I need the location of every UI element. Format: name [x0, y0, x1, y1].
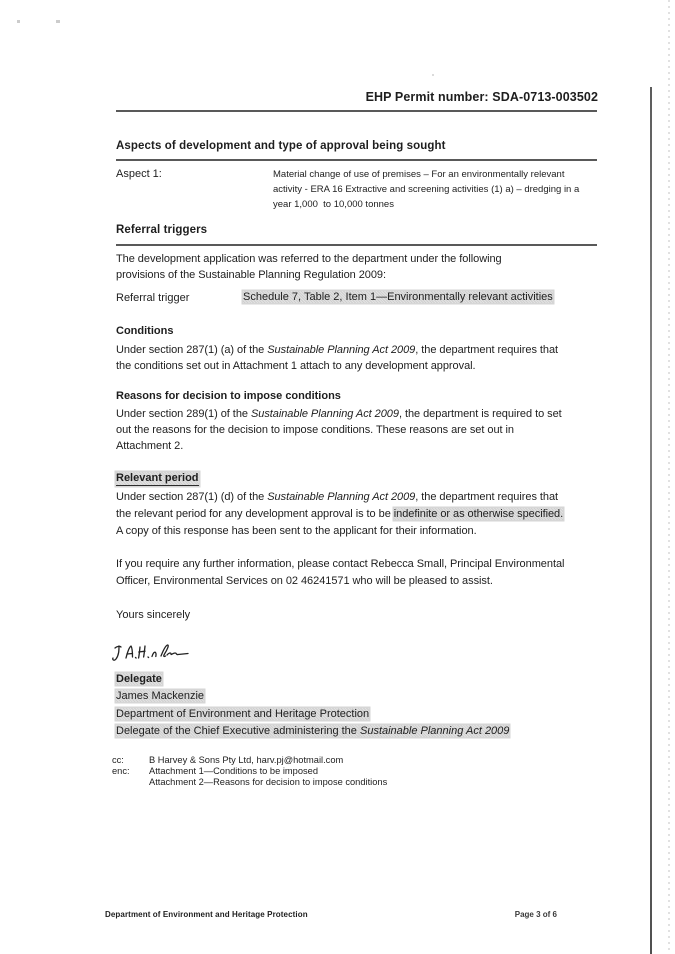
text-run: out the reasons for the decision to impose conditions. These reasons are set out in	[116, 424, 514, 436]
aspects-section-heading: Aspects of development and type of approval being sought	[116, 140, 446, 152]
footer-department-name: Department of Environment and Heritage Protection	[105, 910, 308, 919]
referral-trigger-row	[116, 291, 598, 303]
signoff-block	[116, 671, 598, 741]
text-run: the conditions set out in Attachment 1 attach to any development approval.	[116, 360, 476, 372]
text-line	[116, 523, 598, 540]
text-run: If you require any further information, please contact Rebecca Small, Principal Environmental	[116, 558, 565, 570]
text-run: Material change of use of premises – For an environmentally relevant	[273, 169, 565, 180]
reasons-heading: Reasons for decision to impose conditions	[116, 390, 341, 402]
text-run: The development application was referred to the department under the following	[116, 253, 502, 265]
referral-trigger-value: Schedule 7, Table 2, Item 1—Environmentally relevant activities	[243, 291, 553, 303]
cc-enclosure-block	[112, 755, 594, 788]
text-line	[116, 438, 598, 454]
permit-number-header: EHP Permit number: SDA-0713-003502	[365, 90, 598, 104]
text-run: Sustainable Planning Act 2009	[267, 491, 416, 503]
cc-value: B Harvey & Sons Pty Ltd, harv.pj@hotmail.com	[149, 755, 344, 765]
page-footer	[105, 910, 557, 919]
aspect1-label: Aspect 1:	[116, 168, 162, 180]
horizontal-rule	[116, 110, 597, 112]
relevant-period-heading-text: Relevant period	[116, 472, 199, 484]
enc-value: Attachment 1—Conditions to be imposed	[149, 766, 318, 776]
horizontal-rule	[116, 244, 597, 246]
text-line	[116, 406, 598, 422]
text-line	[273, 197, 598, 212]
cc-label: cc:	[112, 755, 124, 765]
text-run: A copy of this response has been sent to the applicant for their information.	[116, 525, 477, 537]
text-line	[116, 556, 598, 573]
text-run: , the department is required to set	[398, 408, 562, 420]
text-line	[273, 167, 598, 182]
text-line	[116, 688, 598, 705]
text-run: James Mackenzie	[116, 690, 205, 703]
referral-paragraph	[116, 251, 598, 283]
text-run: Under section 289(1) of the	[116, 408, 251, 420]
scan-speck	[432, 74, 434, 76]
reasons-paragraph	[116, 406, 598, 454]
scan-edge-dots	[668, 0, 670, 954]
conditions-paragraph	[116, 342, 598, 374]
text-line	[273, 182, 598, 197]
cc-row	[112, 755, 594, 766]
relevant-period-heading	[116, 472, 598, 484]
referral-trigger-label: Referral trigger	[116, 292, 190, 304]
text-line	[116, 342, 598, 358]
enc-row-2	[112, 777, 594, 788]
text-line	[116, 506, 598, 523]
text-run: provisions of the Sustainable Planning Regulation 2009:	[116, 269, 386, 281]
text-run: the relevant period for any development approval is to be	[116, 508, 394, 520]
text-run: Under section 287(1) (a) of the	[116, 344, 268, 356]
text-run: , the department requires that	[415, 491, 559, 503]
scan-speck	[56, 20, 60, 23]
text-run: Sustainable Planning Act 2009	[359, 725, 510, 738]
referral-triggers-heading: Referral triggers	[116, 224, 208, 236]
signature-scrawl	[111, 640, 191, 666]
text-run: indefinite or as otherwise specified.	[393, 508, 564, 520]
footer-page-number: Page 3 of 6	[514, 910, 557, 919]
scan-speck	[17, 20, 20, 23]
text-run: Under section 287(1) (d) of the	[116, 491, 268, 503]
text-run: Delegate	[116, 673, 162, 685]
text-run: Sustainable Planning Act 2009	[267, 344, 416, 356]
text-line	[116, 267, 598, 283]
scan-edge-line	[650, 87, 652, 954]
text-run: activity - ERA 16 Extractive and screening activities (1) a) – dredging in a	[273, 184, 580, 195]
enc-label: enc:	[112, 766, 130, 776]
horizontal-rule	[116, 159, 597, 161]
aspect1-description	[273, 167, 598, 212]
text-line	[116, 723, 598, 740]
text-run: , the department requires that	[415, 344, 559, 356]
text-run: year 1,000 to 10,000 tonnes	[273, 199, 394, 210]
salutation: Yours sincerely	[116, 609, 191, 621]
text-line	[116, 422, 598, 438]
text-run: Delegate of the Chief Executive administering the	[116, 725, 360, 738]
contact-paragraph	[116, 556, 598, 590]
text-line	[116, 251, 598, 267]
enc-row	[112, 766, 594, 777]
text-line	[116, 358, 598, 374]
text-run: Officer, Environmental Services on 02 46241571 who will be pleased to assist.	[116, 575, 493, 587]
enc-value-2: Attachment 2—Reasons for decision to impose conditions	[149, 777, 388, 787]
aspect-row	[116, 167, 598, 212]
text-line	[116, 489, 598, 506]
text-run: Department of Environment and Heritage Protection	[116, 707, 370, 720]
relevant-period-paragraph	[116, 489, 598, 540]
text-line	[116, 706, 598, 723]
text-line	[116, 671, 598, 688]
text-run: Attachment 2.	[116, 440, 184, 452]
text-run: Sustainable Planning Act 2009	[250, 408, 399, 420]
conditions-heading: Conditions	[116, 325, 174, 337]
text-line	[116, 573, 598, 590]
enc-label-2	[112, 777, 149, 788]
